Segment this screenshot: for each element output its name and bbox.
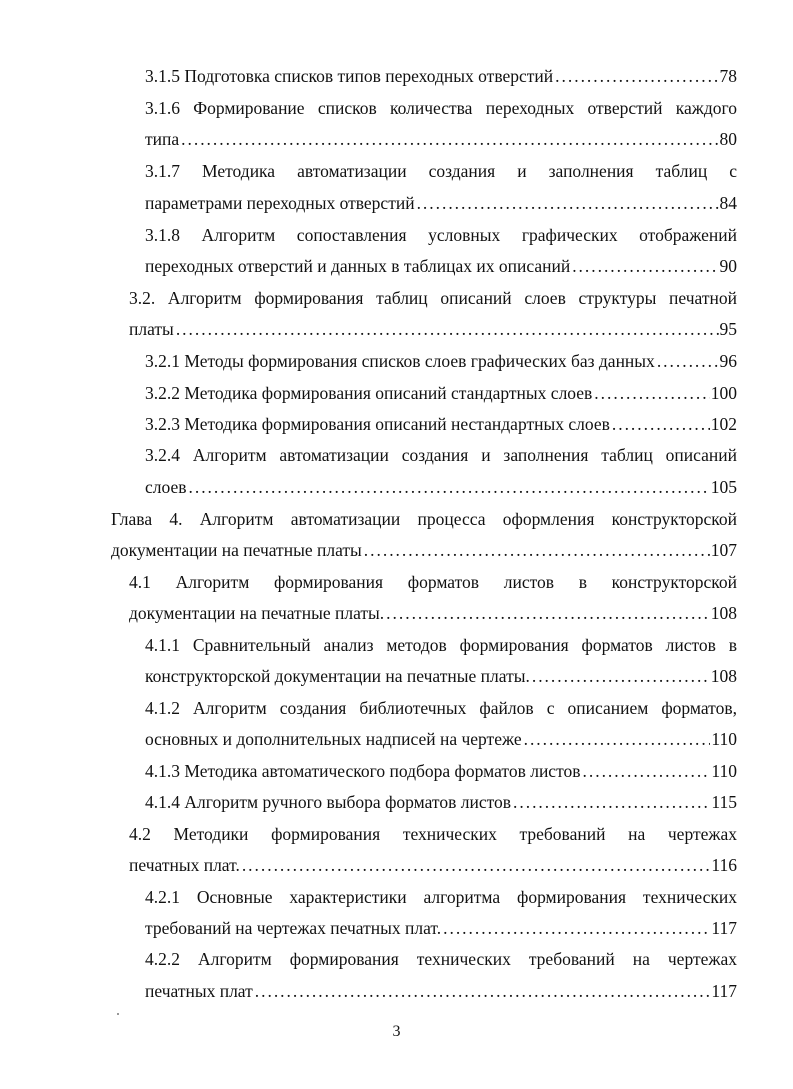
toc-leader-dots — [657, 349, 719, 373]
toc-entry-4-1 — [129, 601, 737, 625]
toc-leader-dots — [386, 601, 710, 625]
toc-page-number: 96 — [719, 351, 737, 371]
toc-page-number: 117 — [711, 981, 737, 1001]
toc-entry-4-1-2-line1: 4.1.2 Алгоритм создания библиотечных файлов с описанием форматов, — [145, 698, 737, 718]
toc-entry-3-1-6-line1: 3.1.6 Формирование списков количества переходных отверстий каждого — [145, 98, 737, 118]
toc-chapter-4-line1: Глава 4. Алгоритм автоматизации процесса оформления конструкторской — [111, 509, 737, 529]
toc-entry-4-1-1 — [145, 664, 737, 688]
toc-page-number: 105 — [710, 477, 737, 497]
toc-entry-4-1-1-line1: 4.1.1 Сравнительный анализ методов формирования форматов листов в — [145, 635, 737, 655]
toc-entry-4-1-4 — [145, 790, 737, 814]
toc-chapter-4 — [111, 538, 737, 562]
toc-page-number: 80 — [719, 129, 737, 149]
toc-page-number: 108 — [710, 666, 737, 686]
toc-entry-title: документации на печатные платы — [111, 540, 362, 560]
toc-leader-dots — [364, 538, 710, 562]
toc-page-number: 117 — [711, 918, 737, 938]
toc-entry-4-1-2 — [145, 727, 737, 751]
toc-entry-title: печатных плат — [145, 981, 253, 1001]
toc-entry-3-1-8-line1: 3.1.8 Алгоритм сопоставления условных графических отображений — [145, 225, 737, 245]
toc-leader-dots — [417, 191, 719, 215]
toc-page-number: 100 — [710, 383, 737, 403]
toc-entry-title: 3.2.1 Методы формирования списков слоев графических баз данных — [145, 351, 655, 371]
toc-entry-4-2-1 — [145, 916, 737, 940]
toc-page-number: 116 — [711, 855, 737, 875]
toc-entry-4-1-3 — [145, 759, 737, 783]
toc-entry-4-2-2-line1: 4.2.2 Алгоритм формирования технических требований на чертежах — [145, 949, 737, 969]
toc-entry-title: типа — [145, 129, 180, 149]
toc-leader-dots — [583, 759, 711, 783]
toc-entry-title: 4.1.4 Алгоритм ручного выбора форматов листов — [145, 792, 512, 812]
toc-entry-title: 4.1.3 Методика автоматического подбора форматов листов — [145, 761, 581, 781]
toc-leader-dots — [555, 64, 718, 88]
toc-leader-dots — [524, 727, 711, 751]
toc-entry-title: печатных плат. — [129, 855, 240, 875]
toc-entry-3-1-8 — [145, 254, 737, 278]
toc-leader-dots — [594, 381, 709, 405]
page-number: 3 — [392, 1023, 401, 1040]
toc-entry-3-2-3 — [145, 412, 737, 436]
toc-page-number: 95 — [719, 319, 737, 339]
toc-entry-3-2-1 — [145, 349, 737, 373]
toc-entry-title: переходных отверстий и данных в таблицах их описаний — [145, 256, 571, 276]
toc-leader-dots — [443, 916, 710, 940]
toc-entry-title: 3.2.3 Методика формирования описаний нестандартных слоев — [145, 414, 610, 434]
toc-entry-3-1-5 — [145, 64, 737, 88]
scan-speck — [117, 1013, 119, 1015]
toc-page-number: 110 — [711, 729, 737, 749]
toc-page-number: 102 — [710, 414, 737, 434]
toc-leader-dots — [572, 254, 718, 278]
toc-entry-4-2-line1: 4.2 Методики формирования технических требований на чертежах — [129, 824, 737, 844]
toc-leader-dots — [255, 979, 711, 1003]
toc-entry-3-2-4 — [145, 475, 737, 499]
toc-page-number: 78 — [719, 66, 737, 86]
toc-entry-title: 3.2.2 Методика формирования описаний стандартных слоев — [145, 383, 593, 403]
toc-entry-3-1-7 — [145, 191, 737, 215]
toc-page-number: 115 — [711, 792, 737, 812]
toc-leader-dots — [532, 664, 710, 688]
toc-leader-dots — [176, 317, 719, 341]
toc-leader-dots — [181, 127, 718, 151]
toc-entry-3-2 — [129, 317, 737, 341]
toc-entry-4-2-2 — [145, 979, 737, 1003]
toc-leader-dots — [189, 475, 710, 499]
toc-leader-dots — [242, 853, 711, 877]
toc-entry-3-2-line1: 3.2. Алгоритм формирования таблиц описаний слоев структуры печатной — [129, 288, 737, 308]
toc-entry-3-2-2 — [145, 381, 737, 405]
toc-entry-title: платы — [129, 319, 174, 339]
toc-page-number: 107 — [710, 540, 737, 560]
toc-entry-3-1-7-line1: 3.1.7 Методика автоматизации создания и заполнения таблиц с — [145, 161, 737, 181]
toc-entry-4-2 — [129, 853, 737, 877]
toc-entry-title: требований на чертежах печатных плат. — [145, 918, 442, 938]
toc-page-number: 110 — [711, 761, 737, 781]
toc-entry-3-2-4-line1: 3.2.4 Алгоритм автоматизации создания и заполнения таблиц описаний — [145, 445, 737, 465]
toc-entry-title: конструкторской документации на печатные платы. — [145, 666, 530, 686]
toc-entry-title: параметрами переходных отверстий — [145, 193, 415, 213]
toc-entry-4-2-1-line1: 4.2.1 Основные характеристики алгоритма формирования технических — [145, 887, 737, 907]
toc-entry-4-1-line1: 4.1 Алгоритм формирования форматов листов в конструкторской — [129, 572, 737, 592]
toc-page-number: 90 — [719, 256, 737, 276]
toc-page-number: 108 — [710, 603, 737, 623]
toc-page-number: 84 — [719, 193, 737, 213]
toc-entry-title: основных и дополнительных надписей на чертеже — [145, 729, 522, 749]
toc-entry-3-1-6 — [145, 127, 737, 151]
toc-entry-title: 3.1.5 Подготовка списков типов переходных отверстий — [145, 66, 554, 86]
toc-entry-title: документации на печатные платы. — [129, 603, 385, 623]
toc-leader-dots — [612, 412, 710, 436]
toc-leader-dots — [513, 790, 710, 814]
toc-entry-title: слоев — [145, 477, 187, 497]
